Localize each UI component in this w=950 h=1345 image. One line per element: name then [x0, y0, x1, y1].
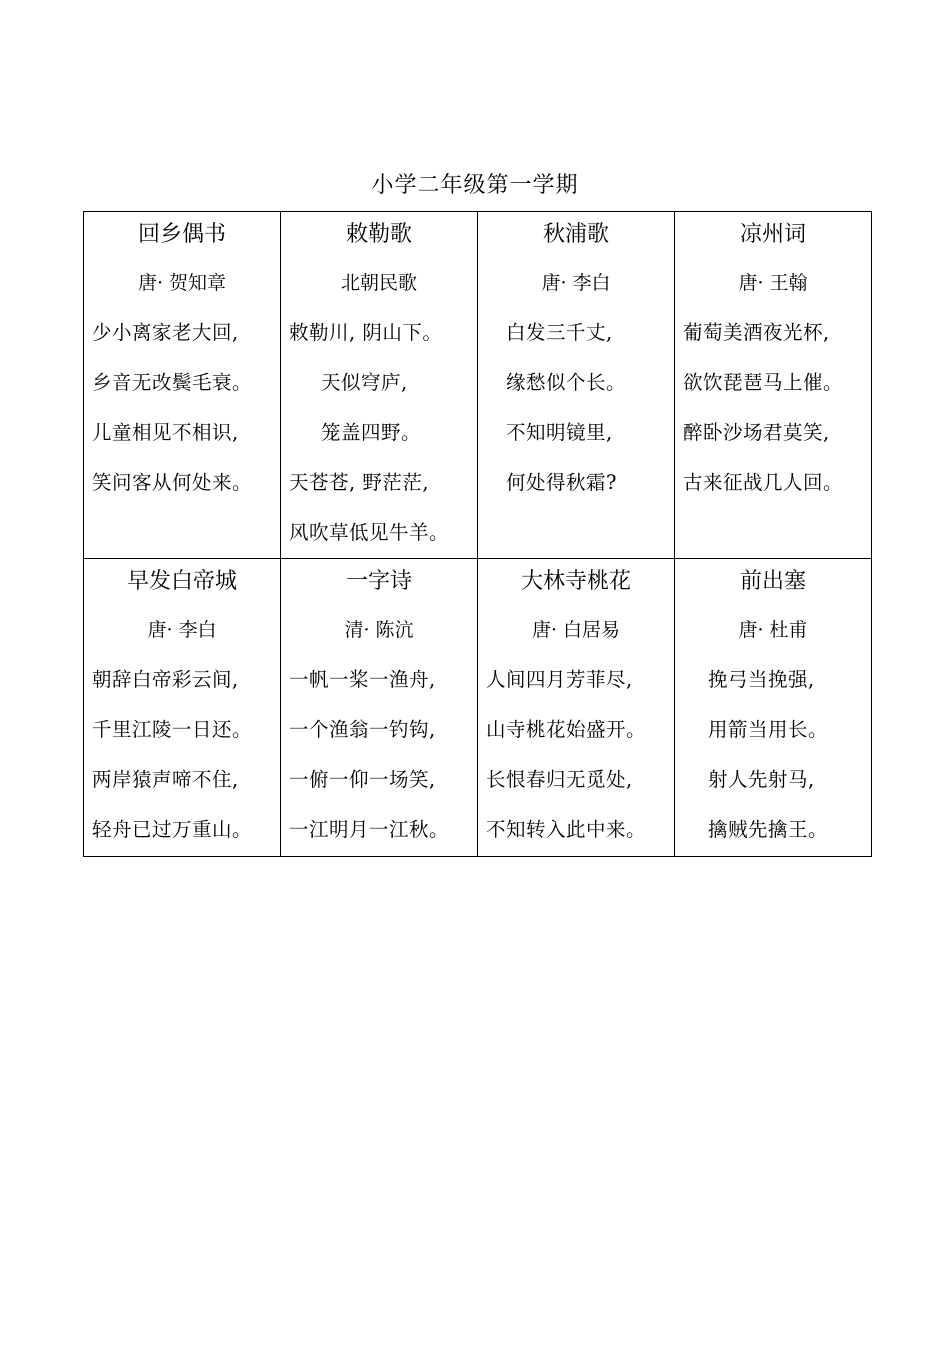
table-row: [84, 559, 872, 857]
poem-line: 两岸猿声啼不住,: [92, 768, 239, 791]
poem-cell: [478, 212, 675, 559]
poem-title: 早发白帝城: [126, 569, 237, 594]
poem-cell: [478, 559, 675, 857]
poem-line: 风吹草低见牛羊。: [289, 521, 450, 544]
poem-line: 射人先射马,: [708, 768, 815, 791]
poem-cell: [675, 212, 872, 559]
poem-line: 擒贼先擒王。: [708, 818, 829, 841]
poem-line: 用箭当用长。: [708, 718, 829, 741]
poem-line: 醉卧沙场君莫笑,: [683, 421, 830, 444]
poem-line: 何处得秋霜?: [506, 471, 617, 494]
poem-author: 唐· 李白: [541, 272, 611, 294]
poem-line: 不知明镜里,: [506, 421, 613, 444]
poem-line: 少小离家老大回,: [92, 321, 239, 344]
poem-line: 儿童相见不相识,: [92, 421, 239, 444]
poem-line: 一帆一桨一渔舟,: [289, 668, 436, 691]
poem-line: 天似穹庐,: [321, 371, 408, 394]
poem-line: 欲饮琵琶马上催。: [683, 371, 844, 394]
poem-line: 人间四月芳菲尽,: [486, 668, 633, 691]
poem-line: 一个渔翁一钓钩,: [289, 718, 436, 741]
poem-table: [83, 211, 872, 857]
poem-line: 缘愁似个长。: [506, 371, 627, 394]
poem-title: 回乡偶书: [137, 222, 226, 247]
poem-line: 葡萄美酒夜光杯,: [683, 321, 830, 344]
poem-cell: [84, 559, 281, 857]
poem-line: 乡音无改鬓毛衰。: [92, 371, 253, 394]
poem-line: 笑问客从何处来。: [92, 471, 253, 494]
page-title: 小学二年级第一学期: [371, 173, 579, 198]
poem-line: 天苍苍, 野茫茫,: [289, 471, 430, 494]
poem-line: 千里江陵一日还。: [92, 718, 253, 741]
poem-cell: [675, 559, 872, 857]
poem-title: 敕勒歌: [345, 222, 412, 247]
poem-line: 一江明月一江秋。: [289, 818, 450, 841]
poem-line: 朝辞白帝彩云间,: [92, 668, 239, 691]
poem-line: 轻舟已过万重山。: [92, 818, 253, 841]
poem-author: 唐· 杜甫: [738, 619, 808, 641]
poem-author: 唐· 贺知章: [137, 272, 227, 294]
poem-title: 秋浦歌: [542, 222, 609, 247]
poem-line: 山寺桃花始盛开。: [486, 718, 647, 741]
poem-title: 一字诗: [345, 569, 412, 594]
poem-line: 一俯一仰一场笑,: [289, 768, 436, 791]
poem-cell: [281, 212, 478, 559]
table-row: [84, 212, 872, 559]
poem-author: 清· 陈沆: [344, 619, 414, 641]
poem-title: 前出塞: [739, 569, 806, 594]
poem-line: 敕勒川, 阴山下。: [289, 321, 443, 344]
poem-title: 凉州词: [739, 222, 806, 247]
poem-cell: [84, 212, 281, 559]
poem-line: 挽弓当挽强,: [708, 668, 815, 691]
poem-line: 白发三千丈,: [506, 321, 613, 344]
poem-author: 唐· 李白: [147, 619, 217, 641]
poem-cell: [281, 559, 478, 857]
poem-line: 长恨春归无觅处,: [486, 768, 633, 791]
poem-author: 北朝民歌: [340, 272, 417, 294]
poem-title: 大林寺桃花: [520, 569, 631, 594]
poem-line: 不知转入此中来。: [486, 818, 647, 841]
poem-author: 唐· 王翰: [738, 272, 808, 294]
poem-author: 唐· 白居易: [531, 619, 621, 641]
poem-line: 笼盖四野。: [321, 421, 422, 444]
poem-line: 古来征战几人回。: [683, 471, 844, 494]
